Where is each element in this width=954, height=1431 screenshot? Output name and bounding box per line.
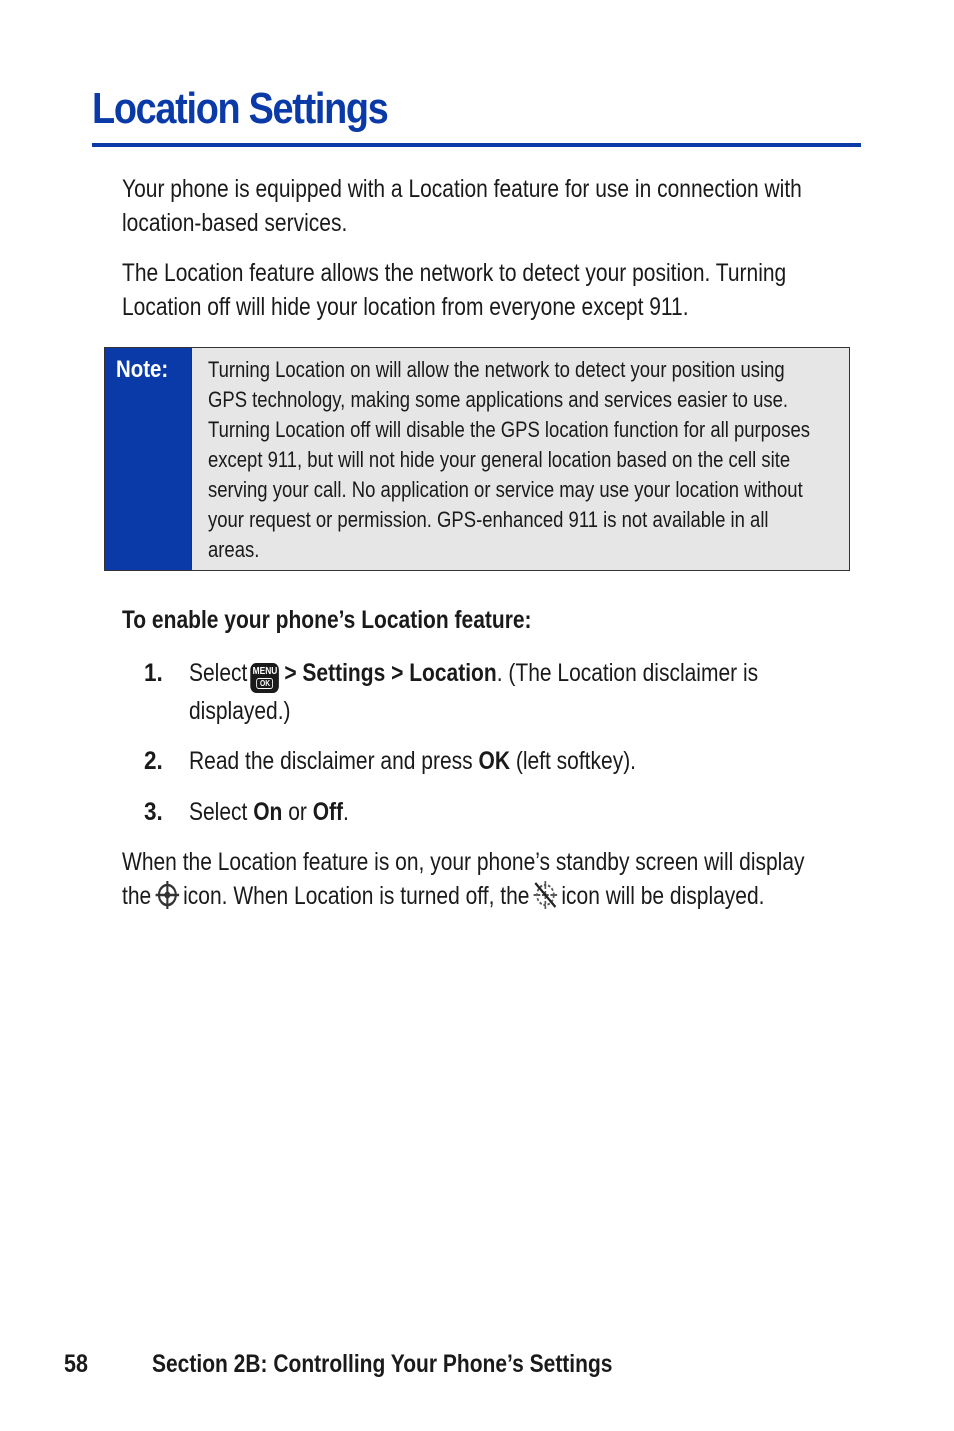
closing-paragraph [122, 845, 882, 913]
closing-text: icon will be displayed. [561, 882, 765, 910]
intro-paragraph-2 [122, 256, 882, 324]
step-number: 2. [144, 747, 163, 775]
closing-line-2 [122, 879, 765, 913]
note-text [208, 355, 925, 565]
closing-line-1: When the Location feature is on, your phone’s standby screen will display [122, 848, 805, 876]
procedure-heading: To enable your phone’s Location feature: [122, 606, 532, 634]
note-label-panel [105, 348, 192, 570]
step-text: Select [189, 798, 254, 826]
menu-path: > Settings > Location [284, 659, 497, 687]
note-box [104, 347, 850, 571]
note-line-2: GPS technology, making some applications and services easier to use. [208, 387, 789, 412]
step-1-line-2: displayed.) [189, 697, 291, 725]
note-line-7: areas. [208, 537, 260, 562]
ok-key-label: OK [257, 678, 274, 689]
intro-p1-line-1: Your phone is equipped with a Location feature for use in connection with [122, 175, 802, 203]
intro-p2-line-1: The Location feature allows the network to detect your position. Turning [122, 259, 787, 287]
step-text: . (The Location disclaimer is [496, 659, 759, 687]
location-off-icon [532, 880, 559, 910]
location-on-icon [154, 880, 181, 910]
note-line-4: except 911, but will not hide your general location based on the cell site [208, 447, 791, 472]
menu-key-label: MENU [252, 666, 278, 677]
ok-label: OK [478, 747, 510, 775]
title-rule [92, 143, 861, 147]
intro-p2-line-2: Location off will hide your location from everyone except 911. [122, 293, 689, 321]
intro-p1-line-2: location-based services. [122, 209, 348, 237]
step-2-line [189, 743, 636, 779]
step-text: or [282, 798, 313, 826]
menu-ok-key-icon [251, 663, 280, 693]
closing-text: the [122, 882, 152, 910]
note-line-6: your request or permission. GPS-enhanced 911 is not available in all [208, 507, 769, 532]
step-text: . [343, 798, 349, 826]
step-1-line-1 [189, 655, 758, 693]
step-text: Read the disclaimer and press [189, 747, 479, 775]
step-3-line [189, 794, 349, 830]
step-number: 1. [144, 659, 163, 687]
page-title: Location Settings [92, 84, 388, 133]
note-line-1: Turning Location on will allow the network to detect your position using [208, 357, 785, 382]
intro-paragraph-1 [122, 172, 882, 240]
step-text: Select [189, 659, 248, 687]
page-number: 58 [64, 1350, 88, 1378]
note-line-5: serving your call. No application or service may use your location without [208, 477, 803, 502]
off-label: Off [312, 798, 344, 826]
note-line-3: Turning Location off will disable the GPS location function for all purposes [208, 417, 810, 442]
note-label: Note: [116, 356, 169, 383]
step-number: 3. [144, 798, 163, 826]
on-label: On [253, 798, 283, 826]
step-text: (left softkey). [509, 747, 637, 775]
closing-text: icon. When Location is turned off, the [183, 882, 530, 910]
section-title: Section 2B: Controlling Your Phone’s Settings [152, 1350, 613, 1378]
